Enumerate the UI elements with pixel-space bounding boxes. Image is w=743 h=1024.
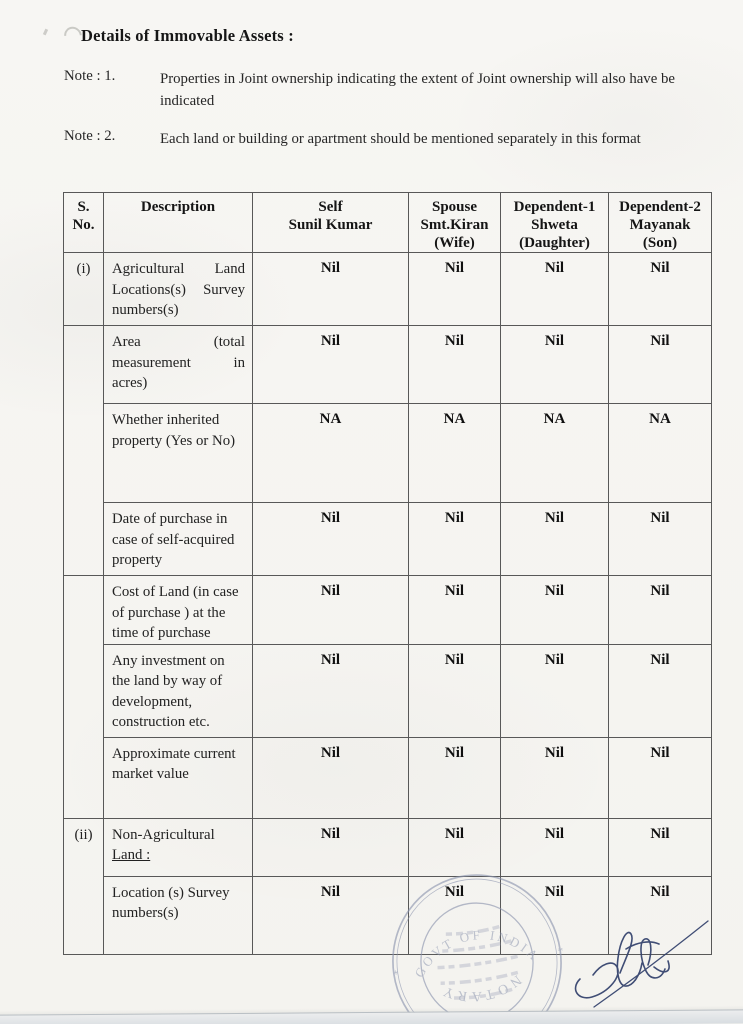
stamp-arc-bottom-text: GOVT OF INDIA <box>411 927 543 980</box>
table-row <box>64 253 712 326</box>
value-cell: Nil <box>501 253 609 326</box>
col-header-dependent2: Dependent-2 Mayanak (Son) <box>609 193 712 253</box>
stamp-star-right: * <box>392 964 400 977</box>
note-2-label: Note : 2. <box>64 128 116 144</box>
note-1-text: Properties in Joint ownership indicating the extent of Joint ownership will also have be indicated <box>160 71 675 109</box>
value-cell: Nil <box>501 818 609 876</box>
value-cell: Nil <box>409 737 501 818</box>
table-row <box>64 576 712 645</box>
value-cell: Nil <box>501 876 609 954</box>
value-cell: Nil <box>609 326 712 404</box>
value-cell: Nil <box>609 253 712 326</box>
value-cell: Nil <box>409 876 501 954</box>
desc-cell: Location (s) Survey numbers(s) <box>104 876 253 954</box>
note-1-label: Note : 1. <box>64 68 116 84</box>
table-row <box>64 503 712 576</box>
value-cell: Nil <box>609 576 712 645</box>
desc-cell: Date of purchase in case of self-acquired property <box>104 503 253 576</box>
desc-cell: Approximate current market value <box>104 737 253 818</box>
col-header-description: Description <box>104 193 253 253</box>
value-cell: Nil <box>409 326 501 404</box>
sno-cell <box>64 576 104 819</box>
value-cell: NA <box>501 404 609 503</box>
sno-cell: (i) <box>64 253 104 326</box>
value-cell: Nil <box>609 876 712 954</box>
table-row <box>64 326 712 404</box>
value-cell: Nil <box>501 503 609 576</box>
value-cell: Nil <box>501 644 609 737</box>
desc-line: Non-Agricultural <box>112 826 215 843</box>
desc-line-underlined: Land : <box>112 847 151 863</box>
stamp-star-left: * <box>556 940 564 954</box>
table-header-row <box>64 193 712 253</box>
value-cell: Nil <box>409 253 501 326</box>
value-cell: Nil <box>501 737 609 818</box>
value-cell: Nil <box>253 503 409 576</box>
desc-cell: Agricultural Land Locations(s) Survey numbers(s) <box>104 253 253 326</box>
value-cell: Nil <box>253 326 409 404</box>
value-cell: Nil <box>609 503 712 576</box>
sno-cell <box>64 326 104 576</box>
value-cell: Nil <box>501 326 609 404</box>
immovable-assets-table <box>63 192 712 955</box>
col-header-spouse: Spouse Smt.Kiran (Wife) <box>409 193 501 253</box>
value-cell: Nil <box>609 644 712 737</box>
value-cell: NA <box>609 404 712 503</box>
value-cell: Nil <box>609 737 712 818</box>
value-cell: Nil <box>409 503 501 576</box>
scan-speck <box>43 29 48 36</box>
desc-cell <box>104 818 253 876</box>
value-cell: Nil <box>253 576 409 645</box>
value-cell: Nil <box>253 253 409 326</box>
value-cell: NA <box>409 404 501 503</box>
value-cell: Nil <box>501 576 609 645</box>
svg-text:GOVT OF INDIA <box>406 918 544 981</box>
value-cell: Nil <box>409 818 501 876</box>
page-title: Details of Immovable Assets : <box>81 26 294 45</box>
col-header-sno: S. No. <box>64 193 104 253</box>
value-cell: Nil <box>253 818 409 876</box>
value-cell: Nil <box>409 576 501 645</box>
desc-cell: Any investment on the land by way of development, construction etc. <box>104 644 253 737</box>
stamp-arc-top-text: NOTARY <box>438 971 524 1004</box>
col-header-dependent1: Dependent-1 Shweta (Daughter) <box>501 193 609 253</box>
value-cell: Nil <box>253 644 409 737</box>
col-header-self: Self Sunil Kumar <box>253 193 409 253</box>
desc-cell: Cost of Land (in case of purchase ) at the time of purchase <box>104 576 253 645</box>
table-row <box>64 737 712 818</box>
value-cell: NA <box>253 404 409 503</box>
value-cell: Nil <box>253 737 409 818</box>
table-row <box>64 644 712 737</box>
desc-cell: Whether inherited property (Yes or No) <box>104 404 253 503</box>
sno-cell: (ii) <box>64 818 104 954</box>
value-cell: Nil <box>609 818 712 876</box>
value-cell: Nil <box>253 876 409 954</box>
table-row <box>64 404 712 503</box>
note-2-text: Each land or building or apartment should be mentioned separately in this format <box>160 131 641 147</box>
desc-cell: Area (total measurement in acres) <box>104 326 253 404</box>
value-cell: Nil <box>409 644 501 737</box>
